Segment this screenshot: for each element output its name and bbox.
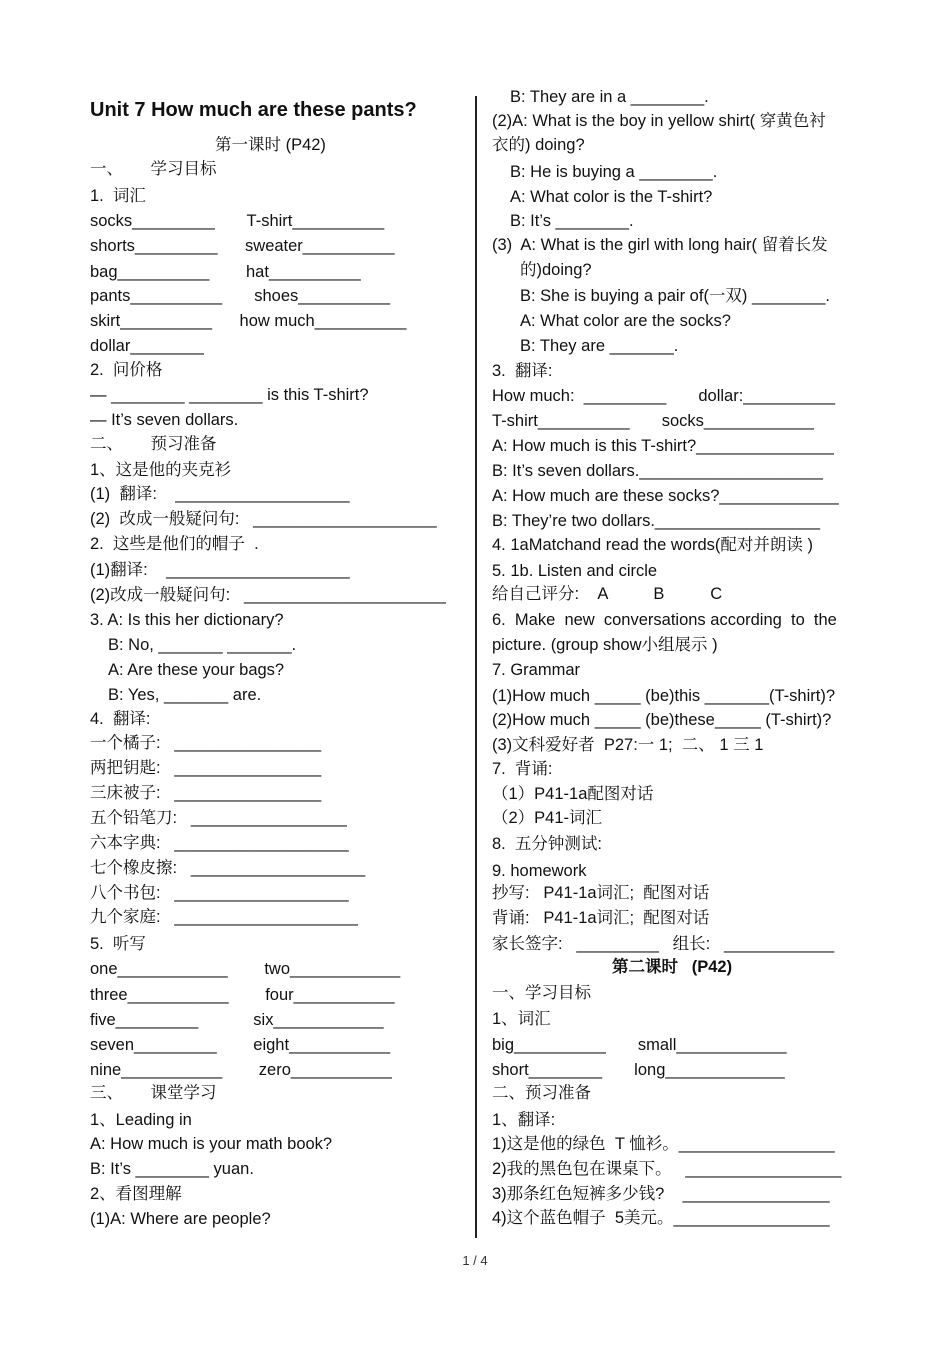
left-line: B: No, _______ _______. bbox=[108, 636, 297, 654]
right-line: big__________ small____________ bbox=[492, 1036, 787, 1054]
right-line: short________ long_____________ bbox=[492, 1061, 785, 1079]
right-line: 5. 1b. Listen and circle bbox=[492, 562, 658, 580]
left-line: 2. 这些是他们的帽子 . bbox=[90, 535, 259, 553]
left-line: 八个书包: ___________________ bbox=[90, 884, 349, 902]
right-line: 7. Grammar bbox=[492, 661, 581, 679]
column-divider bbox=[475, 96, 477, 1238]
right-line: 6. Make new conversations according to the bbox=[492, 611, 837, 629]
left-line: 一个橘子: ________________ bbox=[90, 734, 322, 752]
left-line: pants__________ shoes__________ bbox=[90, 287, 391, 305]
right-line: 背诵: P41-1a词汇; 配图对话 bbox=[492, 909, 710, 927]
left-line: skirt__________ how much__________ bbox=[90, 312, 407, 330]
left-line: (1)A: Where are people? bbox=[90, 1210, 271, 1228]
left-line: A: How much is your math book? bbox=[90, 1135, 333, 1153]
left-line: seven_________ eight___________ bbox=[90, 1036, 391, 1054]
right-line: 8. 五分钟测试: bbox=[492, 835, 603, 853]
left-line: 1、这是他的夹克衫 bbox=[90, 461, 232, 479]
left-line: (1)翻译: ____________________ bbox=[90, 561, 350, 579]
right-line: 家长签字: _________ 组长: ____________ bbox=[492, 935, 835, 953]
left-line: 五个铅笔刀: _________________ bbox=[90, 809, 347, 827]
left-line: 九个家庭: ____________________ bbox=[90, 908, 358, 926]
right-line: A: What color are the socks? bbox=[520, 312, 731, 330]
right-line: 9. homework bbox=[492, 862, 587, 880]
right-line: （2）P41-词汇 bbox=[492, 809, 603, 827]
page-number: 1 / 4 bbox=[462, 1253, 488, 1268]
left-line: 二、 预习准备 bbox=[90, 435, 217, 453]
left-line: Unit 7 How much are these pants? bbox=[90, 99, 417, 121]
left-line: A: Are these your bags? bbox=[108, 661, 285, 679]
left-line: three___________ four___________ bbox=[90, 986, 395, 1004]
right-line: 二、预习准备 bbox=[492, 1084, 591, 1102]
left-line: 1、Leading in bbox=[90, 1111, 192, 1129]
left-line: 5. 听写 bbox=[90, 935, 146, 953]
right-line: B: They’re two dollars.__________________ bbox=[492, 512, 821, 530]
left-line: bag__________ hat__________ bbox=[90, 263, 361, 281]
left-line: shorts_________ sweater__________ bbox=[90, 237, 395, 255]
right-line: T-shirt__________ socks____________ bbox=[492, 412, 814, 430]
left-line: dollar________ bbox=[90, 337, 204, 355]
left-line: B: Yes, _______ are. bbox=[108, 686, 262, 704]
right-line: A: What color is the T-shirt? bbox=[510, 188, 713, 206]
left-line: 七个橡皮擦: ___________________ bbox=[90, 859, 366, 877]
right-line: 1)这是他的绿色 T 恤衫。_________________ bbox=[492, 1135, 835, 1153]
right-line: (2)How much _____ (be)these_____ (T-shirt)? bbox=[492, 711, 832, 729]
right-line: A: How much is this T-shirt?_______________ bbox=[492, 437, 834, 455]
left-line: socks_________ T-shirt__________ bbox=[90, 212, 385, 230]
right-line: B: It’s seven dollars.____________________ bbox=[492, 462, 823, 480]
right-line: B: It’s ________. bbox=[510, 212, 634, 230]
right-line: 3)那条红色短裤多少钱? ________________ bbox=[492, 1185, 830, 1203]
left-line: 三床被子: ________________ bbox=[90, 784, 322, 802]
right-line: 3. 翻译: bbox=[492, 362, 553, 380]
left-line: (2) 改成一般疑问句: ____________________ bbox=[90, 510, 437, 528]
right-line: picture. (group show小组展示 ) bbox=[492, 636, 718, 654]
right-line: B: He is buying a ________. bbox=[510, 163, 718, 181]
right-line: （1）P41-1a配图对话 bbox=[492, 785, 654, 803]
left-line: (1) 翻译: ___________________ bbox=[90, 485, 350, 503]
right-line: 1、词汇 bbox=[492, 1010, 551, 1028]
right-line: B: They are in a ________. bbox=[510, 88, 709, 106]
right-line: 7. 背诵: bbox=[492, 760, 553, 778]
right-line: 2)我的黑色包在课桌下。 _________________ bbox=[492, 1160, 842, 1178]
left-line: 2. 问价格 bbox=[90, 361, 163, 379]
right-line: A: How much are these socks?_____________ bbox=[492, 487, 839, 505]
right-line: 第二课时 (P42) bbox=[612, 958, 733, 976]
right-line: (3)文科爱好者 P27:一 1; 二、 1 三 1 bbox=[492, 736, 764, 754]
right-line: 衣的) doing? bbox=[492, 136, 585, 154]
left-line: 第一课时 (P42) bbox=[215, 136, 326, 154]
left-line: one____________ two____________ bbox=[90, 960, 401, 978]
left-line: 两把钥匙: ________________ bbox=[90, 759, 322, 777]
left-line: 一、 学习目标 bbox=[90, 160, 217, 178]
left-line: 2、看图理解 bbox=[90, 1185, 182, 1203]
right-line: How much: _________ dollar:__________ bbox=[492, 387, 836, 405]
right-line: (3) A: What is the girl with long hair( 留着长发 bbox=[492, 236, 828, 254]
right-line: (2)A: What is the boy in yellow shirt( 穿黄色衬 bbox=[492, 112, 826, 130]
right-line: B: They are _______. bbox=[520, 337, 679, 355]
left-line: 1. 词汇 bbox=[90, 187, 146, 205]
left-line: — ________ ________ is this T-shirt? bbox=[90, 386, 369, 404]
right-line: 4)这个蓝色帽子 5美元。_________________ bbox=[492, 1209, 830, 1227]
right-line: 1、翻译: bbox=[492, 1111, 556, 1129]
left-line: B: It’s ________ yuan. bbox=[90, 1160, 254, 1178]
right-line: (1)How much _____ (be)this _______(T-shirt)? bbox=[492, 687, 835, 705]
left-line: 六本字典: ___________________ bbox=[90, 834, 349, 852]
right-line: B: She is buying a pair of(一双) ________. bbox=[520, 287, 831, 305]
left-line: — It’s seven dollars. bbox=[90, 411, 239, 429]
right-line: 一、学习目标 bbox=[492, 984, 591, 1002]
left-line: nine___________ zero___________ bbox=[90, 1061, 392, 1079]
left-line: 三、 课堂学习 bbox=[90, 1084, 217, 1102]
left-line: five_________ six____________ bbox=[90, 1011, 384, 1029]
right-line: 给自己评分: A B C bbox=[492, 585, 723, 603]
right-line: 抄写: P41-1a词汇; 配图对话 bbox=[492, 884, 710, 902]
left-line: 4. 翻译: bbox=[90, 710, 151, 728]
right-line: 4. 1aMatchand read the words(配对并朗读 ) bbox=[492, 536, 813, 554]
right-line: 的)doing? bbox=[520, 261, 592, 279]
left-line: 3. A: Is this her dictionary? bbox=[90, 611, 284, 629]
left-line: (2)改成一般疑问句: ______________________ bbox=[90, 586, 446, 604]
